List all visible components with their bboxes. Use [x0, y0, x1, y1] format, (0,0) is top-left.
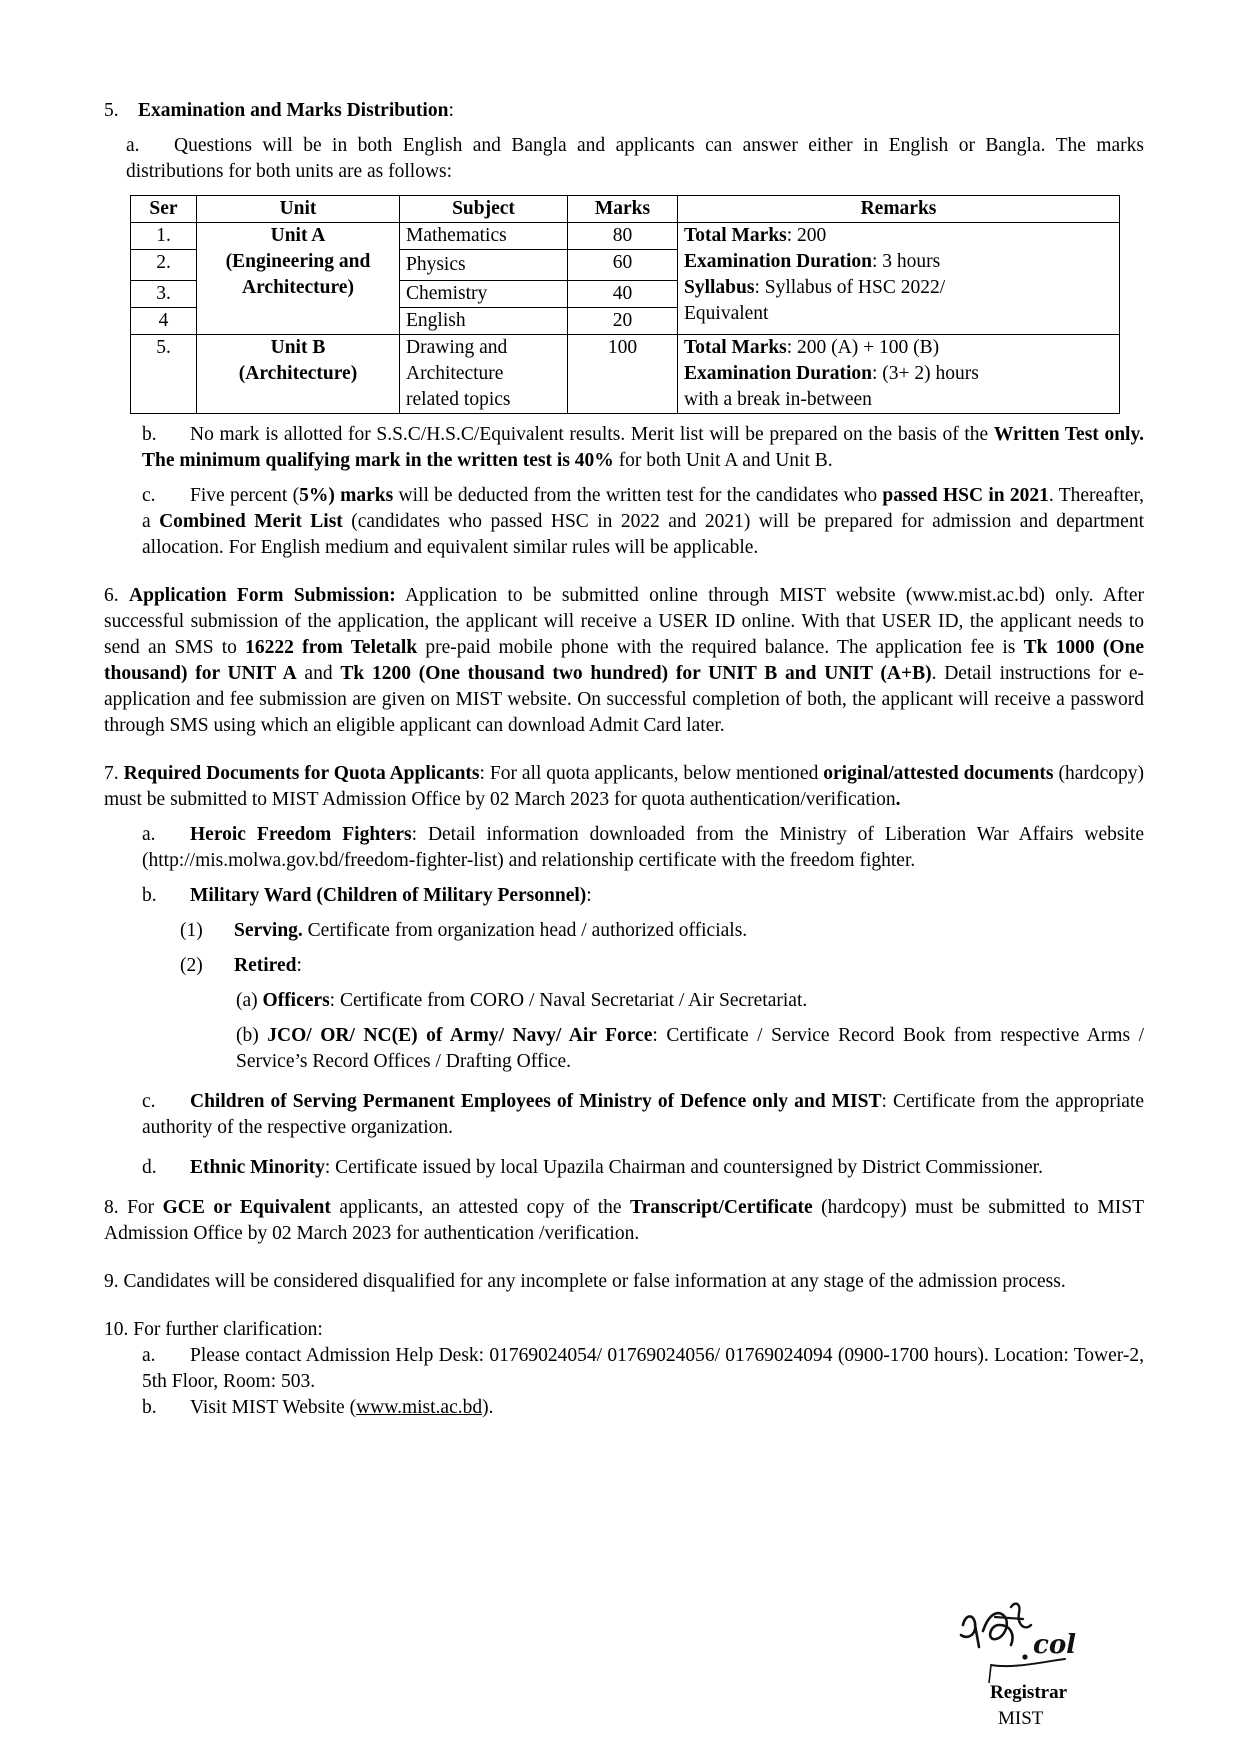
- remarks-a-syllabus-label: Syllabus: [684, 277, 755, 298]
- cell-ser: 5.: [131, 335, 197, 414]
- section-7c-text: : Certificate from the appropriate authority of the respective organization.: [142, 1091, 1145, 1138]
- section-7-number: 7.: [104, 763, 119, 784]
- section-7a: [142, 822, 1144, 874]
- section-7b-marker: b.: [142, 885, 157, 906]
- document-page: [104, 98, 1144, 1421]
- section-7b2-text: :: [296, 955, 302, 976]
- section-7a-marker: a.: [142, 824, 156, 845]
- section-5c-text2: will be deducted from the written test for the candidates who: [393, 485, 883, 506]
- section-10b-text2: ).: [482, 1397, 494, 1418]
- marks-distribution-table: [130, 195, 1120, 414]
- cell-subject: [400, 335, 568, 414]
- section-7b2b: [236, 1023, 1144, 1075]
- remarks-a-syllabus: : Syllabus of HSC 2022/: [754, 277, 946, 298]
- section-7b2a-bold: Officers: [262, 990, 330, 1011]
- remarks-b-duration-label: Examination Duration: [684, 363, 872, 384]
- section-5c-bold1: 5%) marks: [299, 485, 394, 506]
- section-7: [104, 761, 1144, 813]
- remarks-b-break: with a break in-between: [684, 389, 872, 410]
- section-7b2-marker: (2): [180, 955, 203, 976]
- remarks-a-equivalent: Equivalent: [684, 303, 769, 324]
- cell-marks: 100: [568, 335, 678, 414]
- section-10-number: 10.: [104, 1319, 129, 1340]
- section-6: [104, 583, 1144, 739]
- cell-unit-a: [197, 223, 400, 335]
- section-5a-text: Questions will be in both English and Bangla and applicants can answer either in English or Bangla. The marks distributions for both units are as follows:: [126, 135, 1144, 182]
- section-7d-marker: d.: [142, 1157, 157, 1178]
- cell-ser: 3.: [131, 281, 197, 308]
- section-6-bold1: 16222 from Teletalk: [245, 637, 418, 658]
- section-7d-bold: Ethnic Minority: [190, 1157, 325, 1178]
- section-6-text1: Application to be submitted online through MIST website (www.mist.ac.bd) only. After successful submission of the application, the applicant will receive a USER ID online. With that USER ID, the applicant needs to send an SMS to: [104, 585, 1144, 658]
- section-7b2a-marker: (a): [236, 990, 263, 1011]
- section-10a-text: Please contact Admission Help Desk: 01769024054/ 01769024056/ 01769024094 (0900-1700 hours). Location: Tower-2, 5th Floor, Room: 503.: [142, 1345, 1144, 1392]
- remarks-b-total: : 200 (A) + 100 (B): [786, 337, 940, 358]
- mist-website-link[interactable]: www.mist.ac.bd: [356, 1397, 483, 1418]
- section-7b2b-bold: JCO/ OR/ NC(E) of Army/ Navy/ Air Force: [267, 1025, 653, 1046]
- section-7b1-marker: (1): [180, 920, 203, 941]
- section-9: [104, 1269, 1144, 1295]
- signature-block: [990, 1680, 1067, 1732]
- section-7c-bold: Children of Serving Permanent Employees of Ministry of Defence only and MIST: [190, 1091, 882, 1112]
- remarks-a-duration-label: Examination Duration: [684, 251, 872, 272]
- section-7b: [142, 883, 1144, 909]
- subject-b-line1: Drawing and: [406, 337, 508, 358]
- section-7b1-text: Certificate from organization head / authorized officials.: [302, 920, 748, 941]
- section-5-number: 5.: [104, 100, 119, 121]
- section-5a: [126, 133, 1144, 185]
- section-5b-marker: b.: [142, 424, 157, 445]
- section-5c: [142, 483, 1144, 561]
- signature-handwriting: col: [1033, 1630, 1077, 1660]
- section-10b-marker: b.: [142, 1397, 157, 1418]
- section-9-text: Candidates will be considered disqualified for any incomplete or false information at any stage of the admission process.: [118, 1271, 1066, 1292]
- remarks-b-duration: : (3+ 2) hours: [871, 363, 979, 384]
- remarks-b-total-label: Total Marks: [684, 337, 787, 358]
- section-7a-bold: Heroic Freedom Fighters: [190, 824, 412, 845]
- section-8-bold1: GCE or Equivalent: [162, 1197, 331, 1218]
- section-7b1: [180, 918, 1144, 944]
- section-8-bold2: Transcript/Certificate: [630, 1197, 813, 1218]
- cell-ser: 1.: [131, 223, 197, 250]
- section-5b-text1: No mark is allotted for S.S.C/H.S.C/Equivalent results. Merit list will be prepared on the basis of the: [190, 424, 989, 445]
- section-5-title: Examination and Marks Distribution: [138, 100, 449, 121]
- section-5c-text1: Five percent (: [190, 485, 300, 506]
- section-10: [104, 1317, 1144, 1343]
- remarks-a-total: : 200: [786, 225, 827, 246]
- section-10a: [142, 1343, 1144, 1395]
- signatory-organization: MIST: [998, 1708, 1044, 1729]
- table-row: [131, 335, 1120, 414]
- section-5b-bold: Written Test only. The minimum qualifying mark in the written test is 40%: [142, 424, 1145, 471]
- section-6-bold3: Tk 1200 (One thousand two hundred) for UNIT B and UNIT (A+B): [340, 663, 932, 684]
- remarks-a-duration: : 3 hours: [871, 251, 941, 272]
- section-5c-text4: (candidates who passed HSC in 2022 and 2021) will be prepared for admission and department allocation. For English medium and equivalent similar rules will be applicable.: [142, 511, 1144, 558]
- section-7b2b-text: : Certificate / Service Record Book from respective Arms / Service’s Record Offices / Drafting Office.: [236, 1025, 1144, 1072]
- unit-a-label: Unit A: [270, 225, 326, 246]
- section-5c-bold2: passed HSC in 2021: [882, 485, 1049, 506]
- cell-marks: 80: [568, 223, 678, 250]
- section-5c-text3: . Thereafter, a: [142, 485, 1144, 532]
- section-5c-marker: c.: [142, 485, 156, 506]
- cell-subject: Physics: [400, 250, 568, 281]
- section-5b-text2: for both Unit A and Unit B.: [613, 450, 833, 471]
- section-6-text2: pre-paid mobile phone with the required balance. The application fee is: [417, 637, 1024, 658]
- section-7-text2: (hardcopy) must be submitted to MIST Admission Office by 02 March 2023 for quota authentication/verification: [104, 763, 1144, 810]
- section-7c-marker: c.: [142, 1091, 156, 1112]
- header-subject: Subject: [400, 196, 568, 223]
- section-7-text1: : For all quota applicants, below mentioned: [479, 763, 824, 784]
- section-7a-text: : Detail information downloaded from the Ministry of Liberation War Affairs website (http://mis.molwa.gov.bd/freedom-fighter-list) and relationship certificate with the freedom fighter.: [142, 824, 1144, 871]
- header-unit: Unit: [197, 196, 400, 223]
- section-5c-bold3: Combined Merit List: [159, 511, 343, 532]
- section-10b: [142, 1395, 1144, 1421]
- section-5-colon: :: [448, 100, 454, 121]
- header-remarks: Remarks: [678, 196, 1120, 223]
- cell-subject: Mathematics: [400, 223, 568, 250]
- cell-subject: Chemistry: [400, 281, 568, 308]
- section-6-number: 6.: [104, 585, 119, 606]
- cell-marks: 20: [568, 308, 678, 335]
- section-7c: [142, 1089, 1144, 1141]
- section-6-text4: . Detail instructions for e-application and fee submission are given on MIST website. On successful completion of both, the applicant will receive a password through SMS using which an eligible applicant can download Admit Card later.: [104, 663, 1145, 736]
- section-7b1-bold: Serving.: [234, 920, 303, 941]
- header-ser: Ser: [131, 196, 197, 223]
- section-8-number: 8.: [104, 1197, 119, 1218]
- section-6-text3: and: [296, 663, 341, 684]
- unit-b-line2: (Architecture): [238, 363, 358, 384]
- section-8: [104, 1195, 1144, 1247]
- section-7-bold1: original/attested documents: [823, 763, 1054, 784]
- section-9-number: 9.: [104, 1271, 119, 1292]
- table-row: [131, 223, 1120, 250]
- section-6-title: Application Form Submission:: [129, 585, 396, 606]
- unit-b-label: Unit B: [270, 337, 326, 358]
- section-5-heading: [104, 98, 1144, 124]
- unit-a-line3: Architecture): [242, 277, 354, 298]
- subject-b-line2: Architecture: [406, 363, 504, 384]
- section-5a-marker: a.: [126, 135, 140, 156]
- section-7b2: [180, 953, 1144, 979]
- section-7b2b-marker: (b): [236, 1025, 268, 1046]
- section-7b2a-text: : Certificate from CORO / Naval Secretariat / Air Secretariat.: [329, 990, 808, 1011]
- cell-remarks-b: [678, 335, 1120, 414]
- unit-a-line2: (Engineering and: [225, 251, 371, 272]
- section-10a-marker: a.: [142, 1345, 156, 1366]
- cell-subject: English: [400, 308, 568, 335]
- section-8-text2: applicants, an attested copy of the: [330, 1197, 631, 1218]
- cell-ser: 2.: [131, 250, 197, 281]
- table-header-row: [131, 196, 1120, 223]
- section-8-text3: (hardcopy) must be submitted to MIST Admission Office by 02 March 2023 for authentication /verification.: [104, 1197, 1144, 1244]
- section-7d-text: : Certificate issued by local Upazila Chairman and countersigned by District Commissioner.: [324, 1157, 1043, 1178]
- subject-b-line3: related topics: [406, 389, 511, 410]
- section-7-title: Required Documents for Quota Applicants: [123, 763, 480, 784]
- cell-remarks-a: [678, 223, 1120, 335]
- cell-marks: 40: [568, 281, 678, 308]
- remarks-a-total-label: Total Marks: [684, 225, 787, 246]
- section-7-period: .: [895, 789, 901, 810]
- section-7b2a: [236, 988, 1144, 1014]
- cell-marks: 60: [568, 250, 678, 281]
- section-10b-text1: Visit MIST Website (: [190, 1397, 357, 1418]
- header-marks: Marks: [568, 196, 678, 223]
- section-10-text: For further clarification:: [128, 1319, 323, 1340]
- section-5b: [142, 422, 1144, 474]
- cell-ser: 4: [131, 308, 197, 335]
- section-7d: [142, 1155, 1144, 1181]
- section-8-text1: For: [118, 1197, 163, 1218]
- section-7b2-bold: Retired: [234, 955, 297, 976]
- cell-unit-b: [197, 335, 400, 414]
- section-6-bold2: Tk 1000 (One thousand) for UNIT A: [104, 637, 1144, 684]
- section-7b-bold: Military Ward (Children of Military Personnel): [190, 885, 587, 906]
- section-7b-text: :: [586, 885, 592, 906]
- signatory-role: Registrar: [990, 1682, 1068, 1703]
